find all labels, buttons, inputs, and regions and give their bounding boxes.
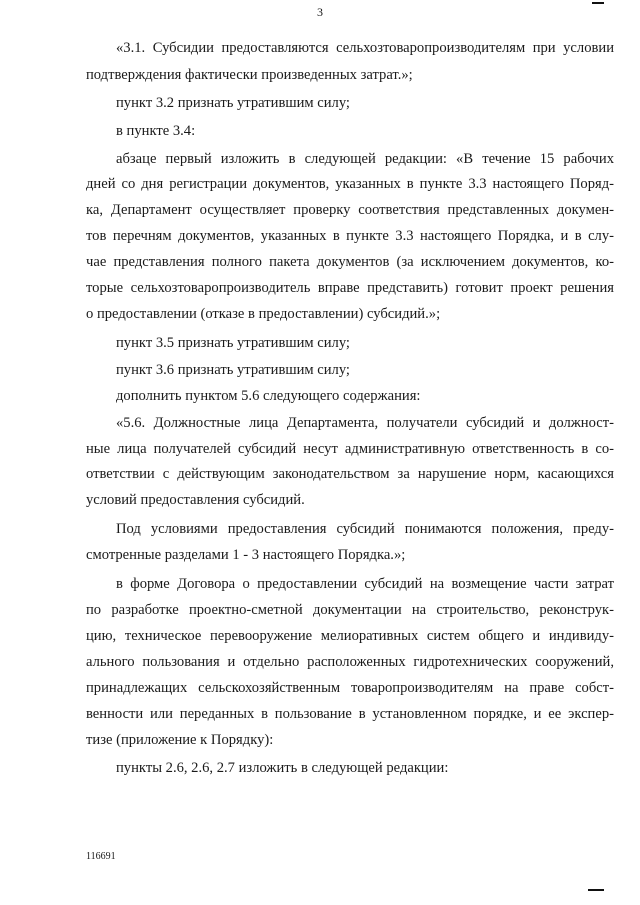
text-line: ального пользования и отдельно расположенных гидротехнических сооружений, (86, 654, 614, 670)
text-line: торые сельхозтоваропроизводитель вправе представить) готовит проект решения (86, 280, 614, 296)
text-line: принадлежащих сельскохозяйственным товаропроизводителям на праве собст- (86, 680, 614, 696)
text-line: тов перечням документов, указанных в пункте 3.3 настоящего Порядка, и в слу- (86, 228, 614, 244)
text-line: пункт 3.6 признать утратившим силу; (116, 362, 350, 378)
text-line: дополнить пунктом 5.6 следующего содержания: (116, 388, 421, 404)
footer-code: 116691 (86, 851, 116, 862)
text-line: чае представления полного пакета документов (за исключением документов, ко- (86, 254, 614, 270)
text-line: о предоставлении (отказе в предоставлении) субсидий.»; (86, 306, 441, 322)
text-line: абзаце первый изложить в следующей редакции: «В течение 15 рабочих (116, 151, 614, 167)
text-line: по разработке проектно-сметной документации на строительство, реконструк- (86, 602, 614, 618)
text-line: «5.6. Должностные лица Департамента, получатели субсидий и должност- (116, 415, 614, 431)
text-line: ответствии с действующим законодательством за нарушение норм, касающихся (86, 466, 614, 482)
text-line: ка, Департамент осуществляет проверку соответствия представленных докумен- (86, 202, 614, 218)
text-line: тизе (приложение к Порядку): (86, 732, 274, 748)
text-line: цию, техническое перевооружение мелиоративных систем общего и индивиду- (86, 628, 614, 644)
text-line: дней со дня регистрации документов, указанных в пункте 3.3 настоящего Поряд- (86, 176, 614, 192)
text-line: в пункте 3.4: (116, 123, 196, 139)
text-line: ные лица получателей субсидий несут административную ответственность в со- (86, 441, 614, 457)
text-line: Под условиями предоставления субсидий понимаются положения, преду- (116, 521, 614, 537)
text-line: смотренные разделами 1 - 3 настоящего Порядка.»; (86, 547, 406, 563)
text-line: подтверждения фактически произведенных затрат.»; (86, 67, 413, 83)
corner-mark-top (592, 2, 604, 4)
text-line: «3.1. Субсидии предоставляются сельхозтоваропроизводителям при условии (116, 40, 614, 56)
text-line: в форме Договора о предоставлении субсидий на возмещение части затрат (116, 576, 614, 592)
text-line: пункт 3.5 признать утратившим силу; (116, 335, 350, 351)
text-line: условий предоставления субсидий. (86, 492, 305, 508)
text-line: венности или переданных в пользование в установленном порядке, и ее экспер- (86, 706, 614, 722)
corner-mark-bottom (588, 889, 604, 891)
text-line: пункты 2.6, 2.6, 2.7 изложить в следующей редакции: (116, 760, 449, 776)
text-line: пункт 3.2 признать утратившим силу; (116, 95, 350, 111)
page-number: 3 (317, 5, 323, 19)
